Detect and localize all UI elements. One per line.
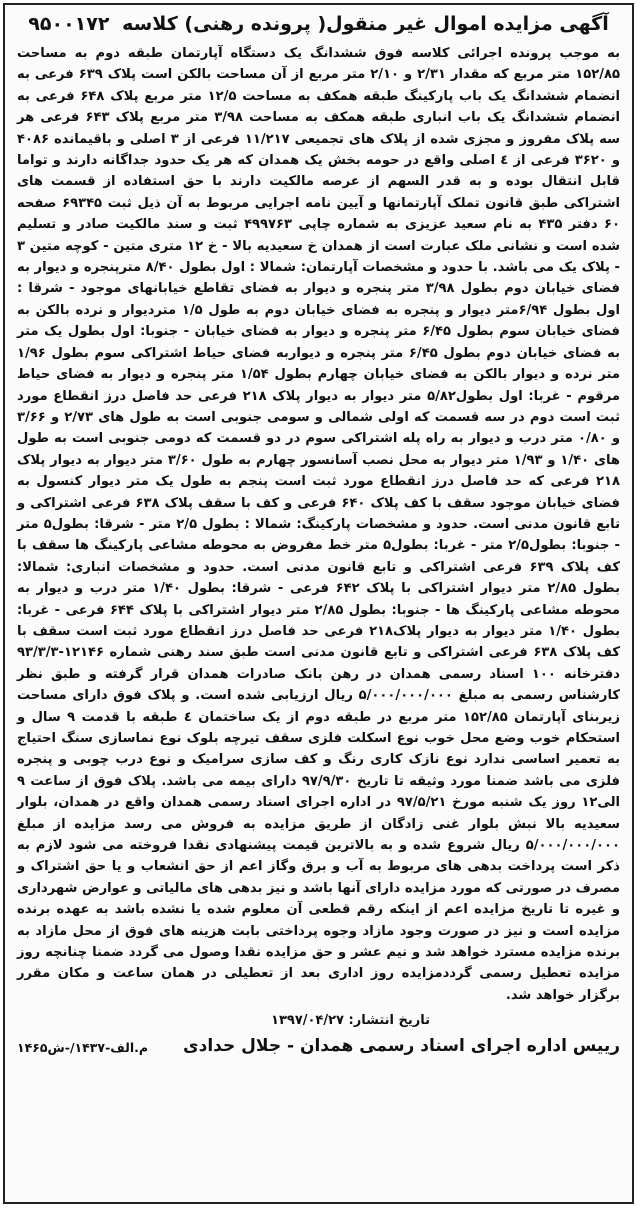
reference-code: ۱۴۶۵م.الف-۱۴۳۷/-ش <box>17 1040 149 1056</box>
notice-footer <box>17 1034 620 1058</box>
notice-body: به موجب پرونده اجرائی کلاسه فوق ششدانگ یک دستگاه آپارتمان طبقه دوم به مساحت ۱۵۲/۸۵ متر مربع که مقدار ۲/۳۱ و ۲/۱۰ متر مربع از آن مساحت بالکن است پلاک ۶۳۹ فرعی به انضمام ششدانگ یک باب پارکینگ طبقه همکف به مساحت ۱۲/۵ متر مربع پلاک ۶۴۸ فرعی به انضمام ششدانگ یک باب انباری طبقه همکف به مساحت ۳/۹۸ متر مربع پلاک ۶۴۳ فرعی هر سه پلاک مفروز و مجزی شده از پلاک های تجمیعی ۱۱/۲۱۷ فرعی از ۳ اصلی و باقیمانده ۴۰۸۶ و ۳۶۲۰ فرعی از ٤ اصلی واقع در حومه بخش یک همدان که هر یک حدود جداگانه دارند و تواما قابل انتقال بوده و به قدر السهم از عرصه مالکیت دارند با حق استفاده از قسمت های اشتراکی طبق قانون تملک آپارتمانها و آیین نامه اجرایی مربوط به آن ذیل ثبت ۶۹۳۴۵ صفحه ۶۰ دفتر ۴۳۵ به نام سعید عزیزی به شماره چاپی ۴۹۹۷۶۳ ثبت و سند مالکیت صادر و تسلیم شده است و نشانی ملک عبارت است از همدان خ سعیدیه بالا - خ ۱۲ متری متین - کوچه متین ۳ - پلاک یک می باشد. با حدود و مشخصات آپارتمان: شمالا : اول بطول ۸/۴۰ مترپنجره و دیوار به فضای خیابان دوم بطول ۳/۹۸ متر پنجره و دیوار به فضای تقاطع خیابانهای موجود - شرقا : اول بطول ۶/۹۴متر دیوار و پنجره به فضای خیابان دوم به طول ۱/۵ متردیوار و نرده بالکن به فضای خیابان سوم بطول ۶/۴۵ متر پنجره و دیوار به فضای خیابان - جنوبا: اول بطول یک متر به فضای خیابان دوم بطول ۶/۴۵ متر پنجره و دیواربه فضای حیاط اشتراکی سوم بطول ۱/۹۶ متر نرده و دیوار بالکن به فضای خیابان چهارم بطول ۱/۵۴ متر پنجره و دیوار به فضای حیاط مرقوم - غربا: اول بطول۵/۸۲ متر دیوار به دیوار پلاک ۲۱۸ فرعی حد فاصل درز انقطاع مورد ثبت است دوم در سه قسمت که اولی شمالی و سومی جنوبی است به طول های ۲/۷۳ و ۳/۶۶ و ۰/۸۰ متر درب و دیوار به راه پله اشتراکی سوم در دو قسمت که دومی جنوبی است به طول های ۱/۴۰ و ۱/۹۳ متر دیوار به محل نصب آسانسور چهارم به طول ۳/۶۰ متر دیوار به دیوار پلاک ۲۱۸ فرعی که حد فاصل درز انقطاع مورد ثبت است پنجم به طول یک متر دیوار کنسول به فضای خیابان موجود سقف با کف پلاک ۶۴۰ فرعی و کف با سقف پلاک ۶۳۸ فرعی اشتراکی و تابع قانون مدنی است. حدود و مشخصات پارکینگ: شمالا : بطول ۲/۵ متر - شرقا: بطول۵ متر - جنوبا: بطول۲/۵ متر - غربا: بطول۵ متر خط مفروض به محوطه مشاعی پارکینگ ها سقف با کف پلاک ۶۳۹ فرعی اشتراکی و تابع قانون مدنی است. حدود و مشخصات انباری: شمالا: بطول ۲/۸۵ متر دیوار اشتراکی با پلاک ۶۴۲ فرعی - شرقا: بطول ۱/۴۰ متر درب و دیوار به محوطه مشاعی پارکینگ ها - جنوبا: بطول ۲/۸۵ متر دیوار اشتراکی با پلاک ۶۴۴ فرعی - غربا: بطول ۱/۴۰ متر دیوار به دیوار پلاک۲۱۸ فرعی حد فاصل درز انقطاع مورد ثبت است سقف با کف پلاک ۶۳۸ فرعی اشتراکی و تابع قانون مدنی است طبق سند رهنی شماره ۱۲۱۴۶-۹۳/۳/۳ دفترخانه ۱۰۰ اسناد رسمی همدان در رهن بانک صادرات همدان قرار گرفته و طبق نظر کارشناس رسمی به مبلغ ۵/۰۰۰/۰۰۰/۰۰۰ ریال ارزیابی شده است. و پلاک فوق دارای مساحت زیربنای آپارتمان ۱۵۲/۸۵ متر مربع در طبقه دوم از یک ساختمان ٤ طبقه با قدمت ۹ سال و استحکام خوب وضع محل خوب نوع اسکلت فلزی سقف تیرچه بلوک نوع نماسازی سنگ احتیاج به تعمیر اساسی ندارد نوع نازک کاری رنگ و کف سازی سرامیک و نوع درب چوبی و پنجره فلزی می باشد ضمنا مورد وثیقه تا تاریخ ۹۷/۹/۳۰ دارای بیمه می باشد. پلاک فوق از ساعت ۹ الی۱۲ روز یک شنبه مورخ ۹۷/۵/۲۱ در اداره اجرای اسناد رسمی همدان واقع در همدان، بلوار سعیدیه بالا نبش بلوار غنی زادگان از طریق مزایده به فروش می رسد مزایده از مبلغ ۵/۰۰۰/۰۰۰/۰۰۰ ریال شروع شده و به بالاترین قیمت پیشنهادی نقدا فروخته می شود لازم به ذکر است پرداخت بدهی های مربوط به آب و برق وگاز اعم از حق انشعاب و یا حق اشتراک و مصرف در صورتی که مورد مزایده دارای آنها باشد و نیز بدهی های مالیاتی و عوارض شهرداری و غیره تا تاریخ مزایده اعم از اینکه رقم قطعی آن معلوم شده یا نشده باشد به عهده برنده مزایده است و نیز در صورت وجود مازاد وجوه پرداختی بابت هزینه های فوق از محل مازاد به برنده مزایده مسترد خواهد شد و نیم عشر و حق مزایده نقدا وصول می گردد ضمنا چنانچه روز مزایده تعطیل رسمی گرددمزایده روز اداری بعد از تعطیلی در همان ساعت و مکان مقرر برگزار خواهد شد. <box>17 46 621 1003</box>
notice-title-row <box>17 11 620 37</box>
signer: رییس اداره اجرای اسناد رسمی همدان - جلال حدادی <box>183 1036 620 1057</box>
publish-date: تاریخ انتشار: ۱۳۹۷/۰۴/۲۷ <box>271 1013 430 1029</box>
notice-title: آگهی مزایده اموال غیر منقول( پرونده رهنی) کلاسه <box>122 13 609 35</box>
case-number: ۹۵۰۰۱۷۲ <box>28 13 110 35</box>
auction-notice <box>3 3 634 1204</box>
